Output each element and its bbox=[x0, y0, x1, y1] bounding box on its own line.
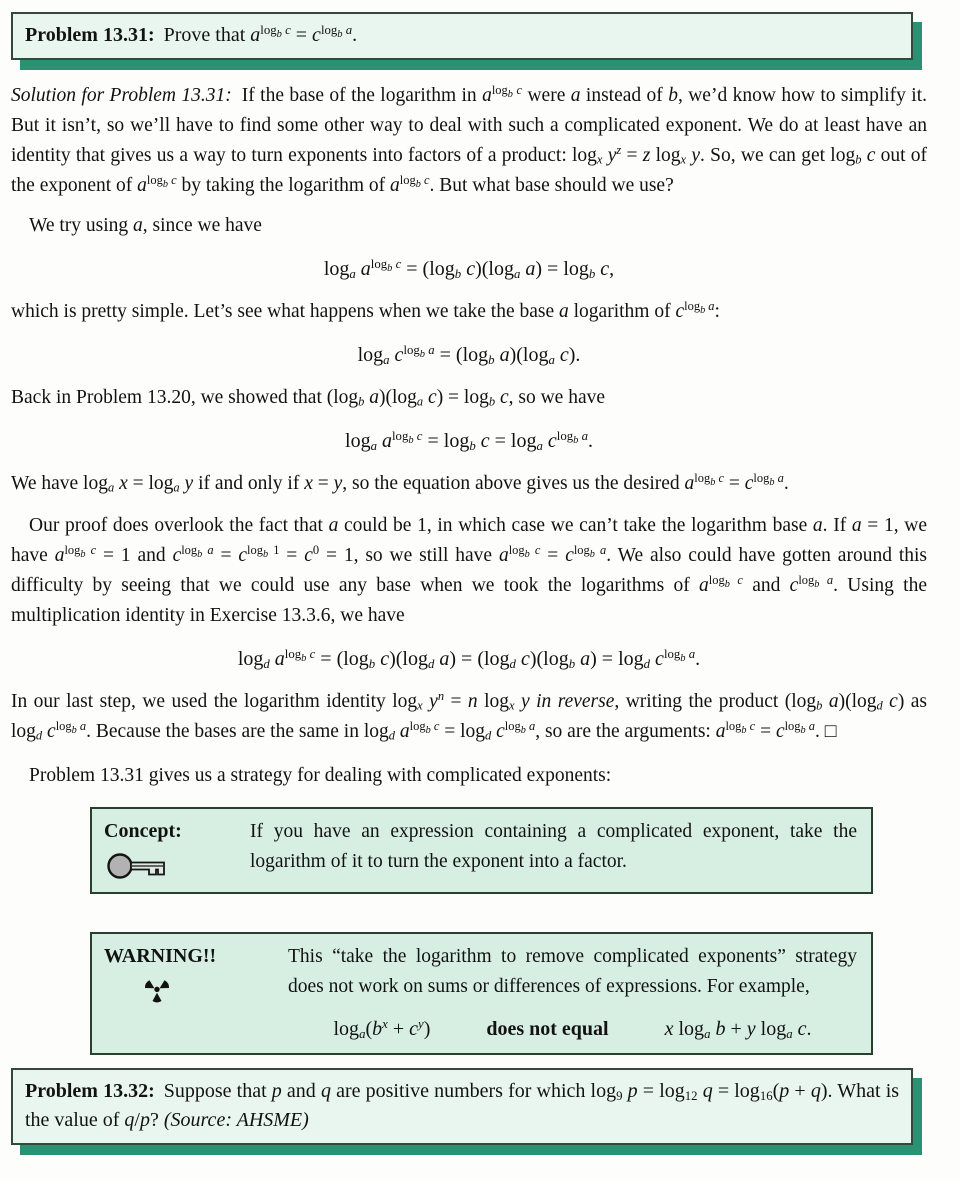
solution-paragraph-4: Back in Problem 13.20, we showed that ($\log_b$ $a)(\log_a$ $c) = \log_b c$, so we have bbox=[11, 387, 606, 409]
problem-13-32-label: Problem 13.32: bbox=[25, 1080, 155, 1102]
radiation-icon bbox=[142, 972, 172, 1006]
strategy-intro-paragraph: Problem 13.31 gives us a strategy for dealing with complicated exponents: bbox=[29, 765, 612, 786]
warning-text: This “take the logarithm to remove complicated exponents” strategy does not work on sums or differences of expressions. For example, bbox=[288, 946, 857, 997]
problem-13-32-text bbox=[25, 1077, 899, 1135]
warning-equation-left: $\log_a(b^x + c^y)$ bbox=[333, 1016, 431, 1041]
solution-paragraph-5: We have $\log_a x = \log_a y$ if and only if x = y, so the equation above gives us the desired $a^{log_b c} = c^{log_b a}$. bbox=[11, 471, 789, 495]
display-equation-1: $\log_a a^{log_b c} = (\log_b$ $c)(\log_a$ $a) = \log_b c$, bbox=[323, 256, 615, 281]
concept-box bbox=[90, 807, 873, 894]
problem-13-31-statement: Prove that $a^{log_b c} = c^{log_b a}$. bbox=[163, 22, 358, 46]
key-icon bbox=[106, 849, 168, 883]
problem-box-13-31 bbox=[11, 12, 913, 60]
solution-paragraph-2: We try using a, since we have bbox=[29, 215, 262, 236]
display-equation-3: $\log_a a^{log_b c} = \log_b c = \log_a c^{log_b a}$. bbox=[345, 428, 593, 453]
warning-box-left-column bbox=[104, 942, 288, 1044]
solution-paragraph-1 bbox=[11, 81, 927, 201]
warning-equation bbox=[288, 1014, 857, 1044]
warning-equation-right: x $\log_a b + y$ $\log_a c$. bbox=[664, 1018, 812, 1041]
solution-paragraph-7: In our last step, we used the logarithm identity $\log_x y^n = n$ $\log_x y$ in reverse, writing the product ($\log_b$ $a)(\log_d$ c) as $\log_d c^{log_b a}$. Because the bases are the same in $\log_d a^{log_b c} = \log_d c^{log_b a}$, so are the arguments: $a^{log_b c} = c^{log_b a}$. □ bbox=[11, 689, 927, 743]
problem-13-31-text bbox=[25, 21, 899, 50]
solution-paragraph-3: which is pretty simple. Let’s see what happens when we take the base a logarithm of $c^{log_b a}$: bbox=[11, 299, 720, 322]
problem-13-32-statement: Suppose that p and q are positive numbers for which $\log_9 p = \log_{12} q = \log_{16}(p + q)$. What is the value of q/p? (Source: AHSME) bbox=[25, 1080, 900, 1131]
display-equation-4: $\log_d a^{log_b c} = (\log_b$ $c)(\log_d$ $a) = (\log_d$ $c)(\log_b$ $a) = \log_d c^{log_b a}$. bbox=[237, 646, 701, 671]
warning-label: WARNING!! bbox=[104, 945, 217, 967]
solution-paragraph-1-text: If the base of the logarithm in $a^{log_b c}$ were a instead of b, we’d know how to simplify it. But it isn’t, so we’ll have to find some other way to deal with such a complicated exponent. We do at least have an identity that gives us a way to turn exponents into factors of a product: $\log_x y^z = z$ $\log_x y$. So, we can get $\log_b c$ out of the exponent of $a^{log_b c}$ by taking the logarithm of $a^{log_b c}$. But what base should we use? bbox=[11, 83, 928, 196]
concept-text: If you have an expression containing a complicated exponent, take the logarithm of it to turn the exponent into a factor. bbox=[250, 821, 857, 872]
concept-box-left-column bbox=[104, 817, 250, 883]
solution-lead-label: Solution for Problem 13.31: bbox=[11, 85, 232, 106]
concept-label: Concept: bbox=[104, 820, 182, 842]
problem-box-13-32 bbox=[11, 1068, 913, 1145]
problem-13-31-label: Problem 13.31: bbox=[25, 24, 155, 46]
warning-box-body bbox=[288, 942, 857, 1044]
solution-paragraph-6: Our proof does overlook the fact that a could be 1, in which case we can’t take the logarithm base a. If a = 1, we have $a^{log_b c} = 1$ and $c^{log_b a} = c^{log_b 1} = c^0 = 1$, so we still have $a^{log_b c} = c^{log_b a}$. We also could have gotten around this difficulty by seeing that we could use any base when we took the logarithms of $a^{log_b c}$ and $c^{log_b a}$. Using the multiplication identity in Exercise 13.3.6, we have bbox=[11, 515, 927, 626]
warning-box bbox=[90, 932, 873, 1055]
display-equation-2: $\log_a c^{log_b a} = (\log_b$ $a)(\log_a$ c). bbox=[357, 342, 581, 367]
warning-equation-middle: does not equal bbox=[486, 1018, 609, 1040]
